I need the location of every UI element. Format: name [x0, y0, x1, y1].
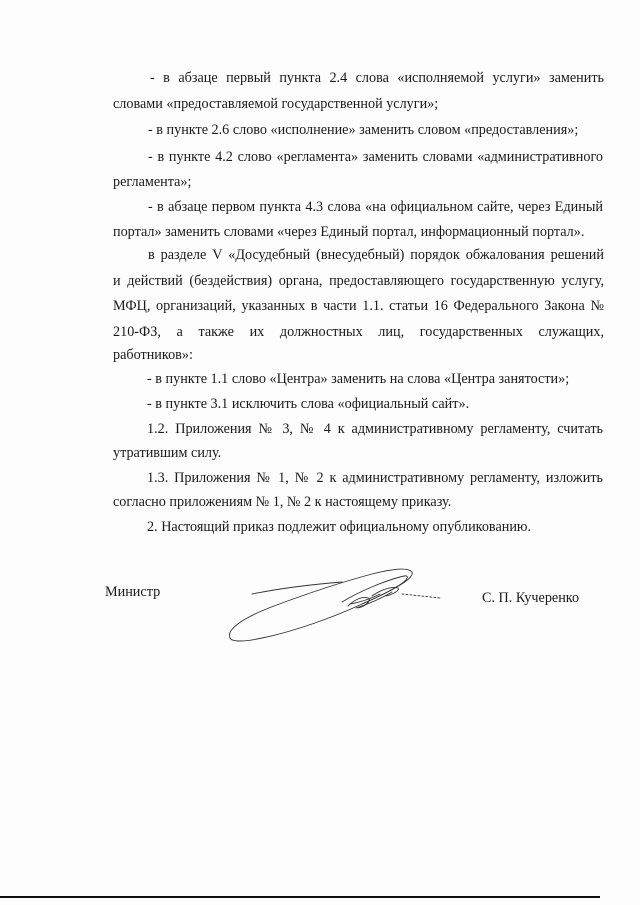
text-line-9: и действий (бездействия) органа, предоставляющего государственную услугу, — [113, 273, 604, 289]
bottom-divider — [0, 896, 600, 898]
text-line-5: регламента»; — [113, 174, 192, 190]
text-line-10: МФЦ, организаций, указанных в части 1.1. статьи 16 Федерального Закона № — [113, 298, 604, 314]
handwritten-signature — [222, 560, 442, 650]
text-line-14: - в пункте 3.1 исключить слова «официальный сайт». — [147, 396, 470, 412]
text-line-17: 1.3. Приложения № 1, № 2 к административному регламенту, изложить — [147, 470, 603, 486]
text-line-11: 210-ФЗ, а также их должностных лиц, государственных служащих, — [113, 324, 604, 340]
signer-name: С. П. Кучеренко — [482, 590, 580, 606]
signer-position: Министр — [105, 584, 161, 600]
text-line-19: 2. Настоящий приказ подлежит официальному опубликованию. — [147, 519, 532, 535]
text-line-6: - в абзаце первом пункта 4.3 слова «на официальном сайте, через Единый — [148, 199, 603, 215]
text-line-1: - в абзаце первый пункта 2.4 слова «исполняемой услуги» заменить — [150, 70, 604, 86]
text-line-12: работников»: — [113, 347, 193, 363]
text-line-3: - в пункте 2.6 слово «исполнение» заменить словом «предоставления»; — [148, 122, 579, 138]
text-line-18: согласно приложениям № 1, № 2 к настоящему приказу. — [113, 494, 452, 510]
text-line-7: портал» заменить словами «через Единый портал, информационный портал». — [113, 224, 585, 240]
text-line-2: словами «предоставляемой государственной услуги»; — [113, 96, 439, 112]
text-line-16: утратившим силу. — [113, 445, 222, 461]
text-line-13: - в пункте 1.1 слово «Центра» заменить на слова «Центра занятости»; — [147, 371, 570, 387]
text-line-8: в разделе V «Досудебный (внесудебный) порядок обжалования решений — [148, 247, 604, 263]
text-line-15: 1.2. Приложения № 3, № 4 к административному регламенту, считать — [147, 421, 603, 437]
text-line-4: - в пункте 4.2 слово «регламента» заменить словами «административного — [148, 149, 603, 165]
